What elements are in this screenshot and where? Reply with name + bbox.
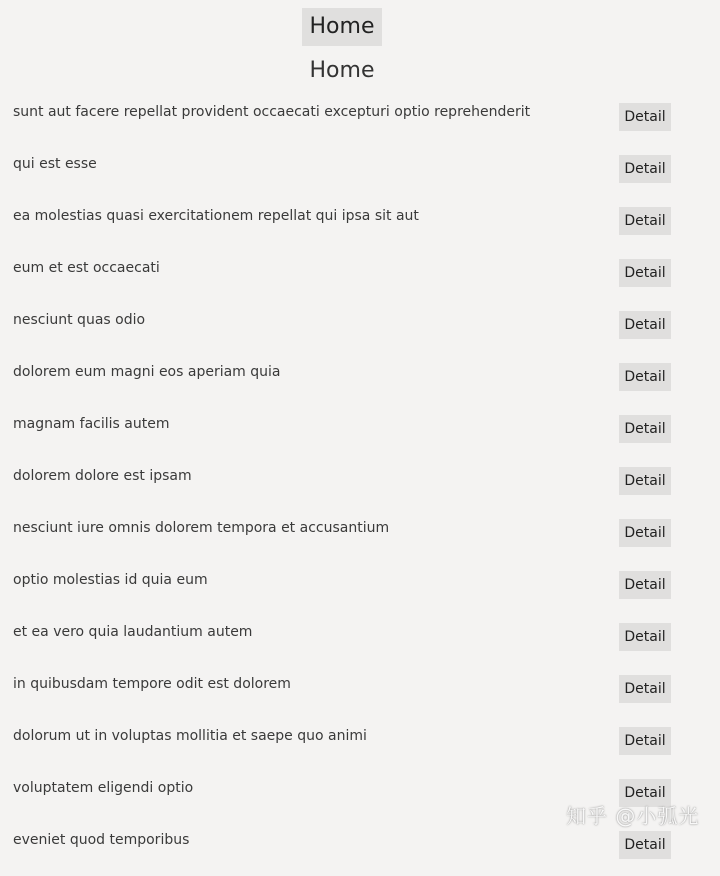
- detail-button[interactable]: Detail: [619, 519, 671, 547]
- detail-button[interactable]: Detail: [619, 727, 671, 755]
- detail-button[interactable]: Detail: [619, 571, 671, 599]
- list-item: [0, 616, 720, 668]
- detail-button[interactable]: Detail: [619, 779, 671, 807]
- post-title: ea molestias quasi exercitationem repellat qui ipsa sit aut: [13, 208, 419, 224]
- list-item: [0, 96, 720, 148]
- list-item: [0, 512, 720, 564]
- list-item: [0, 668, 720, 720]
- detail-button[interactable]: Detail: [619, 207, 671, 235]
- list-item: [0, 460, 720, 512]
- list-item: [0, 824, 720, 876]
- list-item: [0, 564, 720, 616]
- detail-button[interactable]: Detail: [619, 623, 671, 651]
- post-title: qui est esse: [13, 156, 97, 172]
- list-item: [0, 720, 720, 772]
- post-title: et ea vero quia laudantium autem: [13, 624, 253, 640]
- detail-button[interactable]: Detail: [619, 415, 671, 443]
- list-item: [0, 200, 720, 252]
- post-title: voluptatem eligendi optio: [13, 780, 194, 796]
- home-button[interactable]: Home: [302, 8, 382, 46]
- list-item: [0, 148, 720, 200]
- post-title: magnam facilis autem: [13, 416, 170, 432]
- detail-button[interactable]: Detail: [619, 259, 671, 287]
- detail-button[interactable]: Detail: [619, 467, 671, 495]
- post-title: nesciunt quas odio: [13, 312, 146, 328]
- list-item: [0, 408, 720, 460]
- post-title: eum et est occaecati: [13, 260, 160, 276]
- detail-button[interactable]: Detail: [619, 103, 671, 131]
- page-title: Home: [309, 58, 375, 83]
- detail-button[interactable]: Detail: [619, 831, 671, 859]
- post-title: optio molestias id quia eum: [13, 572, 208, 588]
- post-title: sunt aut facere repellat provident occaecati excepturi optio reprehenderit: [13, 104, 531, 120]
- detail-button[interactable]: Detail: [619, 311, 671, 339]
- post-title: eveniet quod temporibus: [13, 832, 190, 848]
- list-item: [0, 252, 720, 304]
- post-title: in quibusdam tempore odit est dolorem: [13, 676, 291, 692]
- post-title: dolorem eum magni eos aperiam quia: [13, 364, 281, 380]
- watermark: 知乎 @小弧光: [566, 804, 700, 828]
- list-item: [0, 356, 720, 408]
- detail-button[interactable]: Detail: [619, 155, 671, 183]
- detail-button[interactable]: Detail: [619, 363, 671, 391]
- detail-button[interactable]: Detail: [619, 675, 671, 703]
- post-title: dolorem dolore est ipsam: [13, 468, 192, 484]
- post-list: [0, 96, 720, 876]
- post-title: nesciunt iure omnis dolorem tempora et accusantium: [13, 520, 390, 536]
- post-title: dolorum ut in voluptas mollitia et saepe quo animi: [13, 728, 367, 744]
- list-item: [0, 304, 720, 356]
